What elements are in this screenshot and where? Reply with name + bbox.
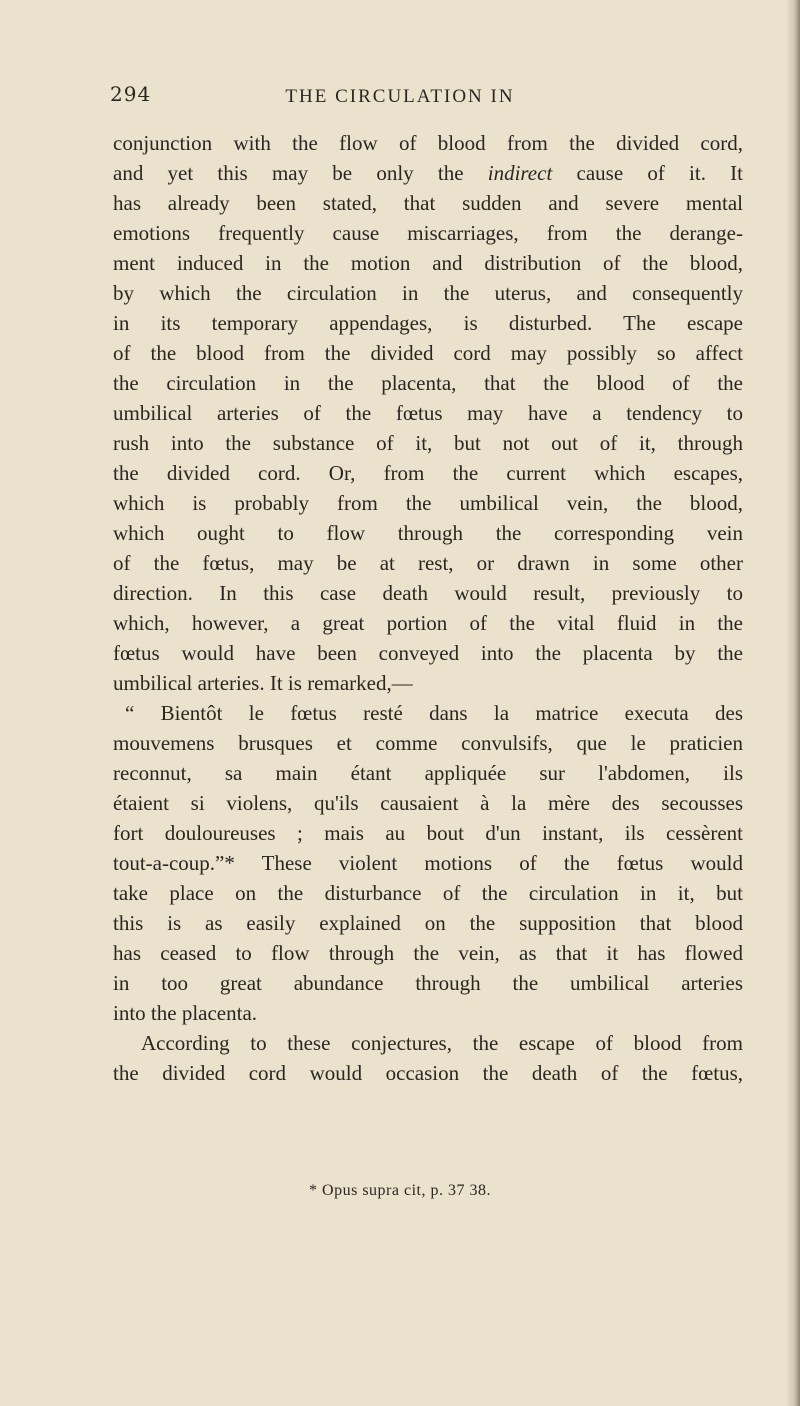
text-fragment: cause of it. It	[576, 161, 744, 185]
text-line: rush into the substance of it, but not out of it, through	[113, 431, 743, 455]
text-line: which is probably from the umbilical vein, the blood,	[113, 491, 743, 515]
text-line	[113, 158, 743, 188]
text-line: of the blood from the divided cord may possibly so affect	[113, 341, 743, 365]
footnote: * Opus supra cit, p. 37 38.	[309, 1182, 491, 1199]
text-line: tout-a-coup.”* These violent motions of the fœtus would	[113, 851, 743, 875]
text-line: direction. In this case death would result, previously to	[113, 581, 743, 605]
text-line: the circulation in the placenta, that the blood of the	[113, 371, 743, 395]
text-line: has already been stated, that sudden and severe mental	[113, 191, 743, 215]
text-line: this is as easily explained on the supposition that blood	[113, 911, 743, 935]
italic-word: indirect	[487, 161, 553, 185]
text-line: ment induced in the motion and distribution of the blood,	[113, 251, 743, 275]
text-line: which ought to flow through the corresponding vein	[113, 521, 743, 545]
body-text	[113, 128, 743, 1088]
text-line: into the placenta.	[113, 1001, 258, 1025]
text-line: the divided cord. Or, from the current which escapes,	[113, 461, 743, 485]
running-head: THE CIRCULATION IN	[285, 86, 515, 107]
text-line: emotions frequently cause miscarriages, from the derange-	[113, 221, 743, 245]
text-line: umbilical arteries of the fœtus may have a tendency to	[113, 401, 743, 425]
page-number: 294	[110, 82, 152, 106]
text-line: in too great abundance through the umbilical arteries	[113, 971, 743, 995]
text-line: fœtus would have been conveyed into the placenta by the	[113, 641, 743, 665]
text-line: by which the circulation in the uterus, and consequently	[113, 281, 743, 305]
text-line: étaient si violens, qu'ils causaient à la mère des secousses	[113, 791, 743, 815]
text-line: has ceased to flow through the vein, as that it has flowed	[113, 941, 743, 965]
text-line: mouvemens brusques et comme convulsifs, que le praticien	[113, 731, 743, 755]
text-line: fort douloureuses ; mais au bout d'un instant, ils cessèrent	[113, 821, 743, 845]
text-line: “ Bientôt le fœtus resté dans la matrice executa des	[125, 701, 743, 725]
text-line: of the fœtus, may be at rest, or drawn in some other	[113, 551, 743, 575]
text-line: umbilical arteries. It is remarked,—	[113, 671, 413, 695]
text-line: the divided cord would occasion the death of the fœtus,	[113, 1061, 743, 1085]
text-line: reconnut, sa main étant appliquée sur l'abdomen, ils	[113, 761, 743, 785]
text-line: in its temporary appendages, is disturbed. The escape	[113, 311, 743, 335]
text-line: which, however, a great portion of the vital fluid in the	[113, 611, 743, 635]
text-line: According to these conjectures, the escape of blood from	[141, 1031, 743, 1055]
text-fragment: and yet this may be only the	[113, 161, 464, 185]
text-line: take place on the disturbance of the circulation in it, but	[113, 881, 743, 905]
text-line: conjunction with the flow of blood from the divided cord,	[113, 131, 743, 155]
